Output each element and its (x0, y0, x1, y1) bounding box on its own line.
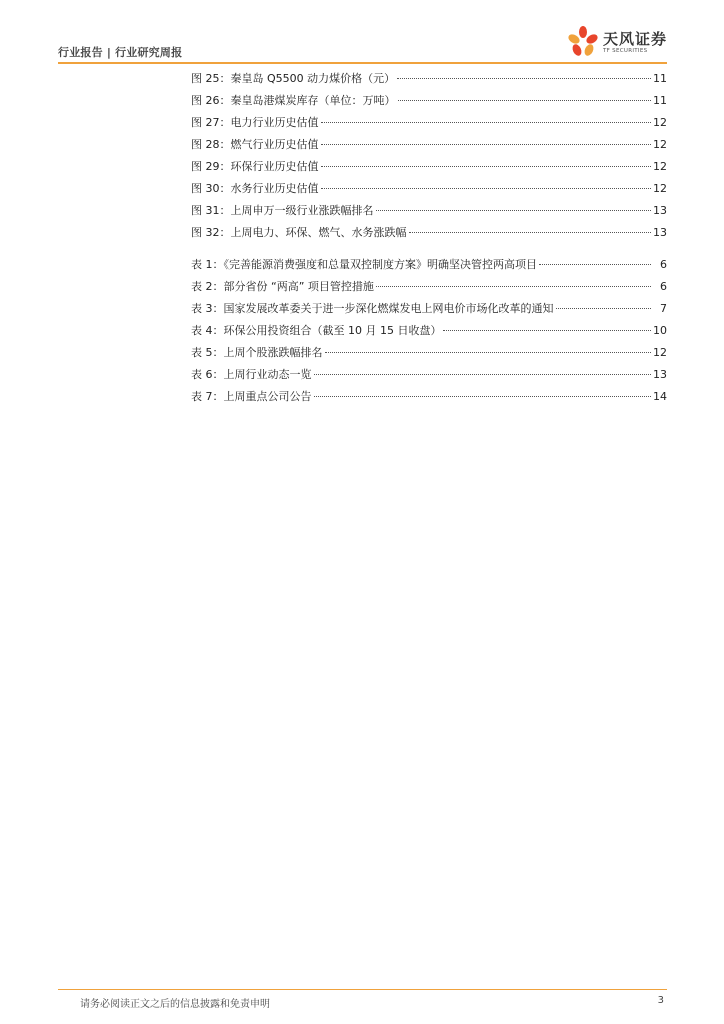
toc-entry-label: 图 30：水务行业历史估值 (191, 182, 319, 195)
toc-entry-page: 12 (653, 138, 667, 151)
toc-entry-table-7[interactable] (191, 386, 667, 408)
toc-entry-page: 13 (653, 368, 667, 381)
dot-leader (321, 122, 652, 123)
dot-leader (376, 210, 652, 211)
toc-entry-label: 图 26：秦皇岛港煤炭库存（单位：万吨） (191, 94, 396, 107)
toc-entry-figure-28[interactable] (191, 134, 667, 156)
toc-entry-label: 表 7：上周重点公司公告 (191, 390, 312, 403)
toc-entry-label: 图 25：秦皇岛 Q5500 动力煤价格（元） (191, 72, 396, 85)
toc-entry-label: 表 5：上周个股涨跌幅排名 (191, 346, 323, 359)
footer-divider (58, 989, 667, 990)
dot-leader (321, 144, 652, 145)
dot-leader (397, 78, 651, 79)
toc-entry-page: 13 (653, 204, 667, 217)
figure-list (191, 68, 667, 244)
toc-entry-figure-32[interactable] (191, 222, 667, 244)
toc-entry-page: 13 (653, 226, 667, 239)
dot-leader (325, 352, 652, 353)
dot-leader (443, 330, 651, 331)
dot-leader (321, 188, 652, 189)
toc-entry-page: 11 (653, 72, 667, 85)
dot-leader (376, 286, 651, 287)
toc-entry-label: 表 4：环保公用投资组合（截至 10 月 15 日收盘） (191, 324, 442, 337)
company-logo (567, 24, 667, 60)
toc-entry-page: 10 (653, 324, 667, 337)
dot-leader (321, 166, 652, 167)
toc-entry-figure-25[interactable] (191, 68, 667, 90)
toc-entry-figure-29[interactable] (191, 156, 667, 178)
header-divider (58, 62, 667, 64)
dot-leader (314, 396, 652, 397)
toc-entry-page: 6 (660, 258, 667, 271)
toc-entry-page: 12 (653, 182, 667, 195)
logo-text-cn: 天风证券 (603, 30, 668, 48)
toc-entry-label: 图 31：上周申万一级行业涨跌幅排名 (191, 204, 374, 217)
dot-leader (409, 232, 652, 233)
toc-entry-page: 12 (653, 346, 667, 359)
report-category: 行业报告 | 行业研究周报 (58, 46, 183, 59)
toc-entry-table-4[interactable] (191, 320, 667, 342)
logo-text-en: TF SECURITIES (603, 48, 648, 54)
dot-leader (539, 264, 651, 265)
toc-entry-figure-26[interactable] (191, 90, 667, 112)
toc-entry-page: 11 (653, 94, 667, 107)
flower-logo-icon (567, 24, 599, 58)
dot-leader (398, 100, 652, 101)
table-of-contents (191, 68, 667, 408)
toc-entry-label: 表 1：《完善能源消费强度和总量双控制度方案》明确坚决管控两高项目 (191, 258, 537, 271)
toc-entry-page: 14 (653, 390, 667, 403)
toc-entry-table-1[interactable] (191, 254, 667, 276)
page-number: 3 (657, 995, 664, 1006)
dot-leader (556, 308, 652, 309)
dot-leader (314, 374, 652, 375)
toc-entry-label: 图 29：环保行业历史估值 (191, 160, 319, 173)
toc-entry-page: 6 (660, 280, 667, 293)
toc-entry-page: 12 (653, 116, 667, 129)
toc-entry-page: 7 (660, 302, 667, 315)
toc-entry-label: 表 6：上周行业动态一览 (191, 368, 312, 381)
toc-entry-label: 图 28：燃气行业历史估值 (191, 138, 319, 151)
table-list (191, 254, 667, 408)
page-header (58, 28, 667, 64)
toc-entry-table-6[interactable] (191, 364, 667, 386)
toc-entry-table-2[interactable] (191, 276, 667, 298)
toc-entry-table-3[interactable] (191, 298, 667, 320)
toc-entry-figure-27[interactable] (191, 112, 667, 134)
toc-entry-label: 表 2：部分省份 “两高” 项目管控措施 (191, 280, 374, 293)
toc-entry-page: 12 (653, 160, 667, 173)
toc-entry-figure-30[interactable] (191, 178, 667, 200)
toc-entry-table-5[interactable] (191, 342, 667, 364)
toc-entry-label: 表 3：国家发展改革委关于进一步深化燃煤发电上网电价市场化改革的通知 (191, 302, 554, 315)
toc-entry-figure-31[interactable] (191, 200, 667, 222)
disclaimer-text: 请务必阅读正文之后的信息披露和免责申明 (80, 999, 270, 1010)
toc-entry-label: 图 32：上周电力、环保、燃气、水务涨跌幅 (191, 226, 407, 239)
toc-entry-label: 图 27：电力行业历史估值 (191, 116, 319, 129)
